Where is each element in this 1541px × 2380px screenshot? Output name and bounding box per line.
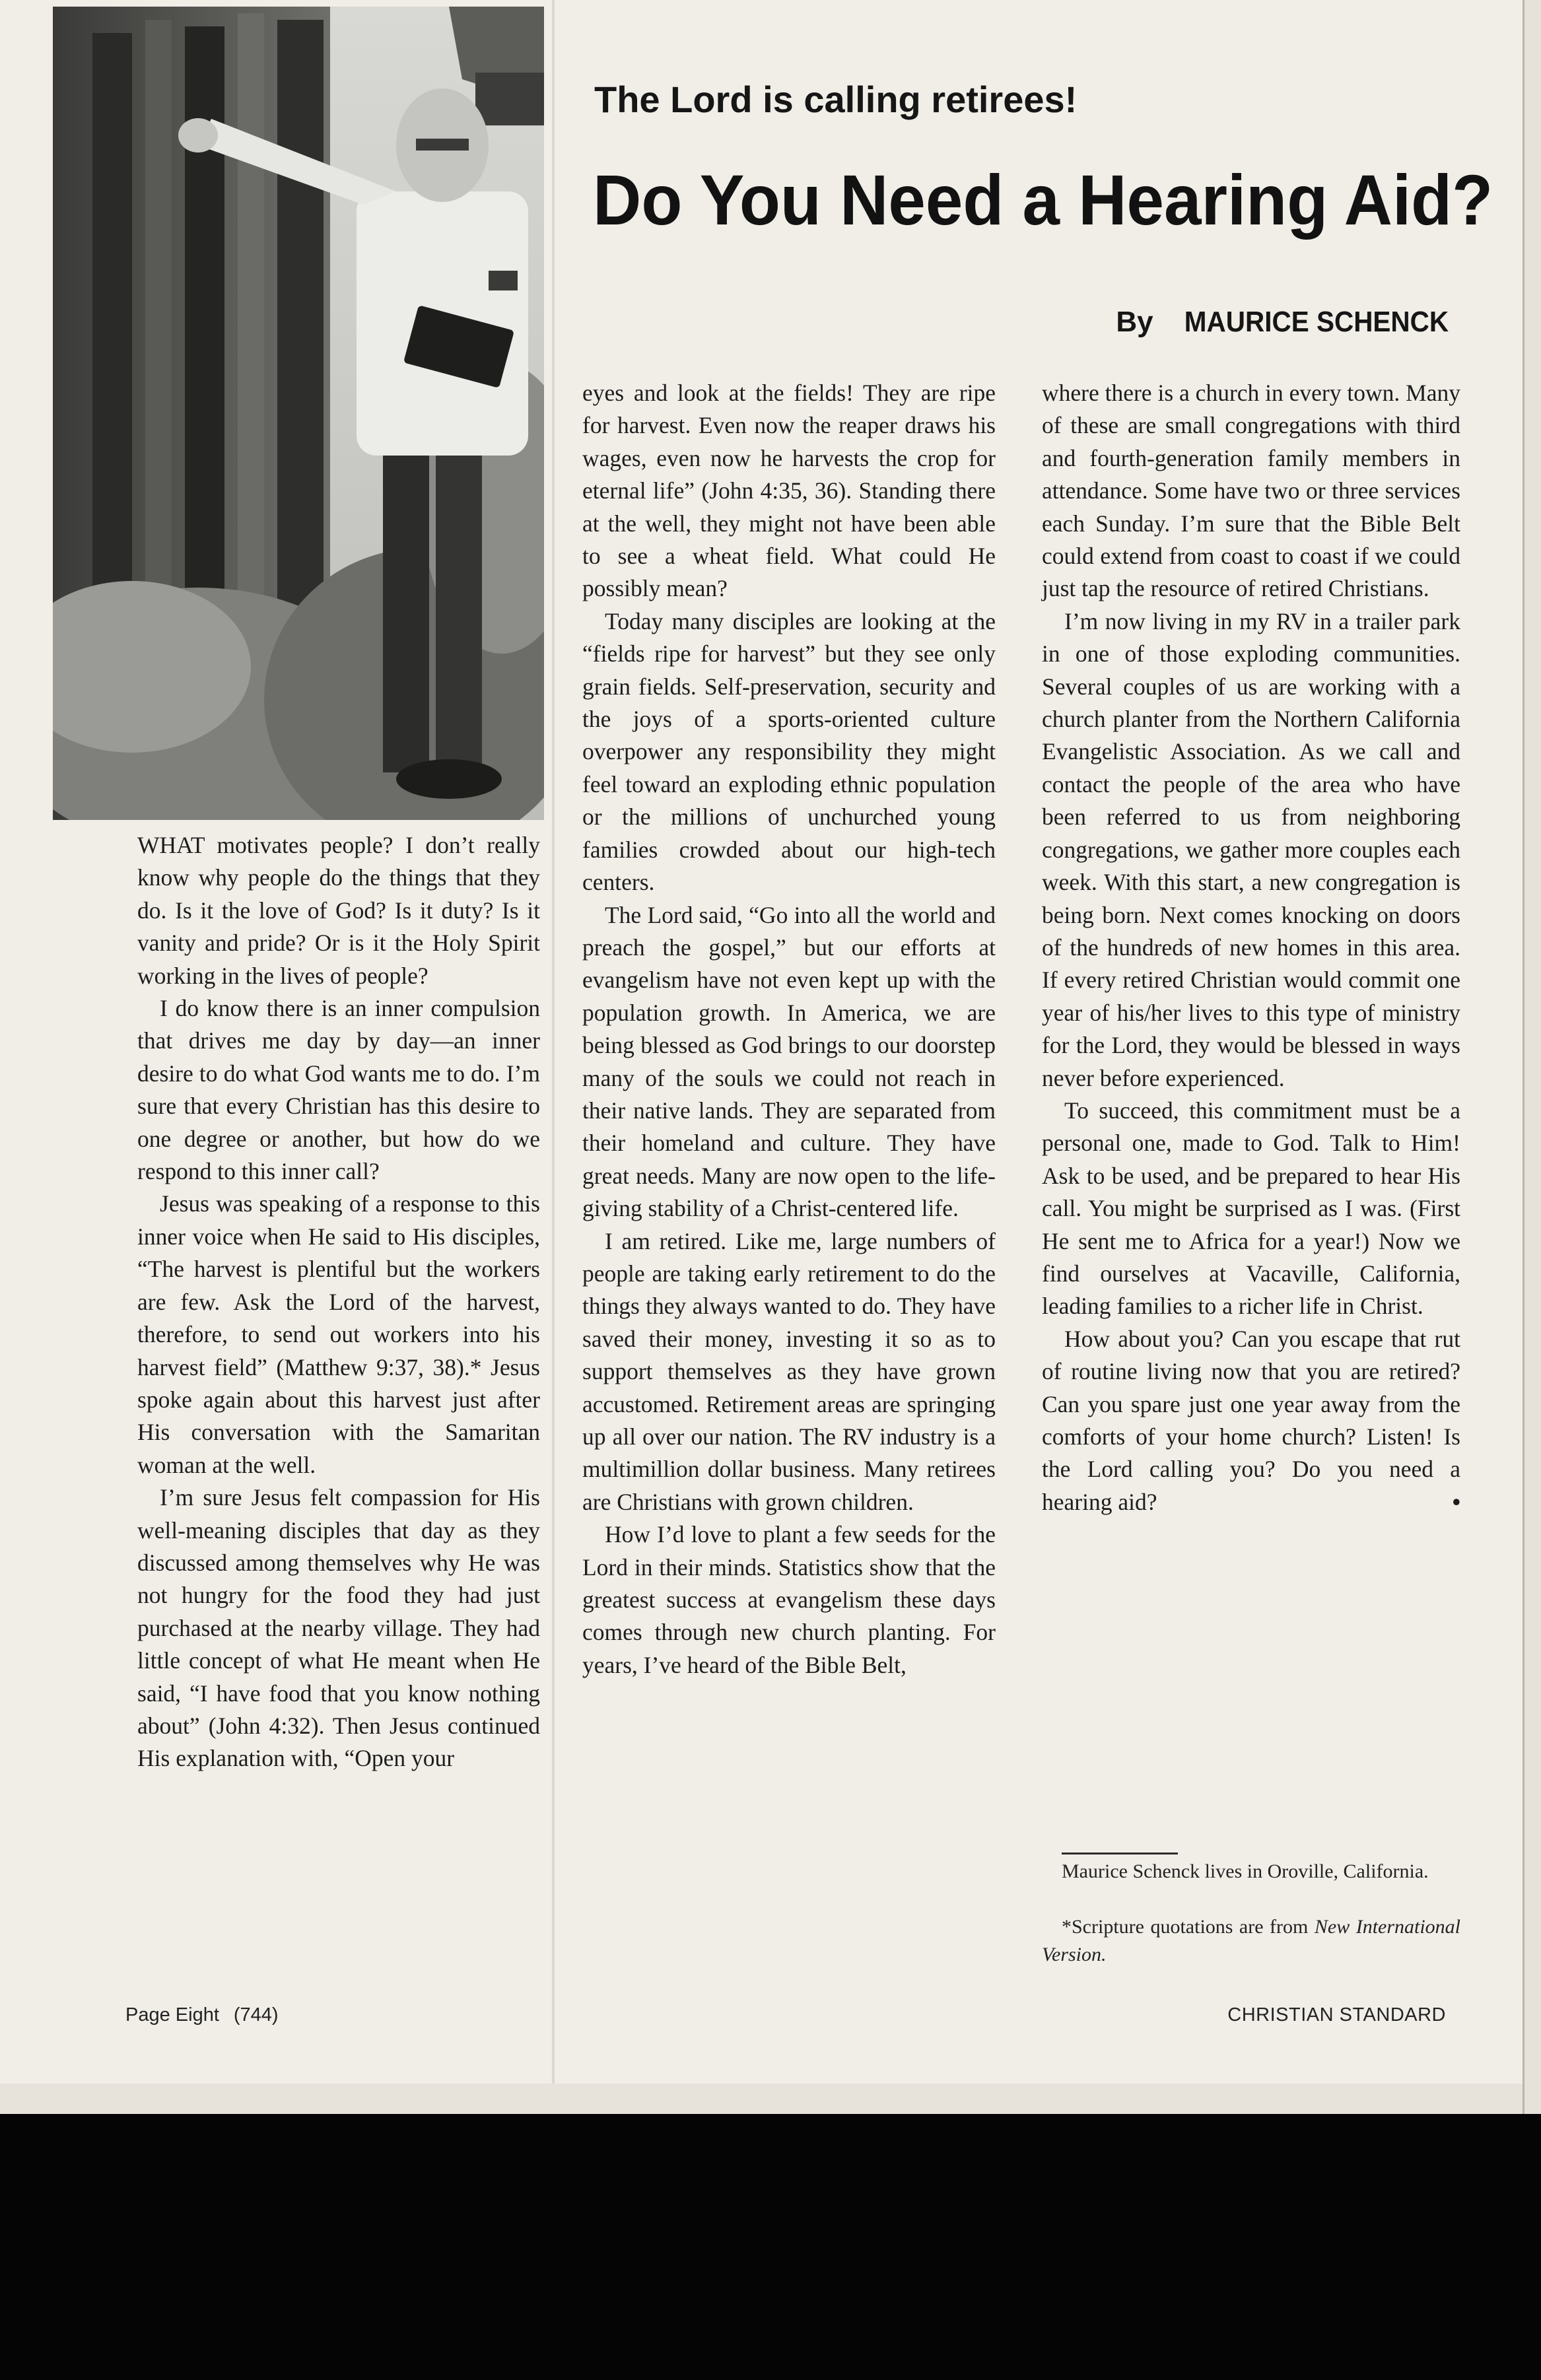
scripture-note-text: *Scripture quotations are from: [1062, 1916, 1309, 1938]
paragraph: eyes and look at the fields! They are ripe for harvest. Even now the reaper draws his wages, even now he harvests the crop for eternal life” (John 4:35, 36). Standing there at the well, they might not have been able to see a wheat field. What could He possibly mean?: [582, 380, 996, 602]
author-note: Maurice Schenck lives in Oroville, California.: [1062, 1860, 1429, 1882]
footnote-rule: [1062, 1853, 1178, 1854]
magazine-name: CHRISTIAN STANDARD: [1227, 2004, 1446, 2025]
paragraph: I’m sure Jesus felt compassion for His well-meaning disciples that day as they discussed among themselves why He was not hungry for the food they had just purchased at the nearby village. They had little concept of what He meant when He said, “I have food that you know nothing about” (John 4:32). Then Jesus continued His explanation with, “Open your: [137, 1484, 540, 1772]
scripture-note-source: New International Version.: [1042, 1916, 1461, 1965]
paragraph: Today many disciples are looking at the “fields ripe for harvest” but they see only grain fields. Self-preservation, security and the joys of a sports-oriented culture overpower any responsibility they might feel toward an exploding ethnic population or the millions of unchurched young families crowded about our high-tech centers.: [582, 607, 996, 896]
next-page-edge: [1523, 0, 1541, 2114]
paragraph: WHAT motivates people? I don’t really know why people do the things that they do. Is it the love of God? Is it duty? Is it vanity and pride? Or is it the Holy Spirit working in the lives of people?: [137, 832, 540, 989]
article-column-3: [1042, 377, 1460, 1518]
page-label: Page Eight: [125, 2004, 219, 2025]
paragraph: The Lord said, “Go into all the world and preach the gospel,” but our efforts at evangelism have not even kept up with the population growth. In America, we are being blessed as God brings to our doorstep many of the souls we could not reach in their native lands. They are separated from their homeland and culture. They have great needs. Many are now open to the life-giving stability of a Christ-centered life.: [582, 901, 996, 1222]
paragraph-text: How about you? Can you escape that rut of routine living now that you are retired? Can you spare just one year away from the comforts of your home church? Listen! Is the Lord calling you? Do you need a hearing aid?: [1042, 1325, 1460, 1515]
byline-prefix: By: [1116, 306, 1153, 338]
scripture-note: [1042, 1913, 1460, 1969]
photo-illustration: [53, 7, 544, 820]
page-bottom-edge: [0, 2084, 1523, 2114]
page-footer-left: [125, 2004, 279, 2026]
page-fold: [552, 0, 555, 2114]
page-number: (744): [233, 2004, 279, 2025]
article-kicker: The Lord is calling retirees!: [594, 79, 1078, 120]
paragraph: I am retired. Like me, large numbers of people are taking early retirement to do the things they always wanted to do. They have saved their money, investing it so as to support themselves as they have grown accustomed. Retirement areas are springing up all over our nation. The RV industry is a multimillion dollar business. Many retirees are Christians with grown children.: [582, 1227, 996, 1515]
article-column-2: [582, 377, 996, 1682]
paragraph: To succeed, this commitment must be a personal one, made to God. Talk to Him! Ask to be used, and be prepared to hear His call. You might be surprised as I was. (First He sent me to Africa for a year!) Now we find ourselves at Vacaville, California, leading families to a richer life in Christ.: [1042, 1097, 1460, 1320]
paragraph: How I’d love to plant a few seeds for the Lord in their minds. Statistics show that the greatest success at evangelism these days comes through new church planting. For years, I’ve heard of the Bible Belt,: [582, 1521, 996, 1678]
paragraph: I do know there is an inner compulsion that drives me day by day—an inner desire to do what God wants me to do. I’m sure that every Christian has this desire to one degree or another, but how do we respond to this inner call?: [137, 995, 540, 1185]
author-name: MAURICE SCHENCK: [1184, 306, 1449, 338]
paragraph: [1042, 1323, 1460, 1518]
paragraph: where there is a church in every town. Many of these are small congregations with third and fourth-generation family members in attendance. Some have two or three services each Sunday. I’m sure that the Bible Belt could extend from coast to coast if we could just tap the resource of retired Christians.: [1042, 380, 1460, 602]
byline: [1116, 306, 1449, 339]
article-title: Do You Need a Hearing Aid?: [593, 160, 1493, 240]
end-mark: •: [1452, 1488, 1460, 1515]
photo-man-at-door: [53, 7, 544, 820]
paragraph: Jesus was speaking of a response to this inner voice when He said to His disciples, “The harvest is plentiful but the workers are few. Ask the Lord of the harvest, therefore, to send out workers into his harvest field” (Matthew 9:37, 38).* Jesus spoke again about this harvest just after His conversation with the Samaritan woman at the well.: [137, 1190, 540, 1478]
paragraph: I’m now living in my RV in a trailer park in one of those exploding communities. Several couples of us are working with a church planter from the Northern California Evangelistic Association. As we call and contact the people of the area who have been referred to us from neighboring congregations, we gather more couples each week. With this start, a new congregation is being born. Next comes knocking on doors of the hundreds of new homes in this area. If every retired Christian would commit one year of his/her lives to this type of ministry for the Lord, they would be blessed in ways never before experienced.: [1042, 607, 1460, 1091]
article-column-1: [137, 829, 540, 1775]
